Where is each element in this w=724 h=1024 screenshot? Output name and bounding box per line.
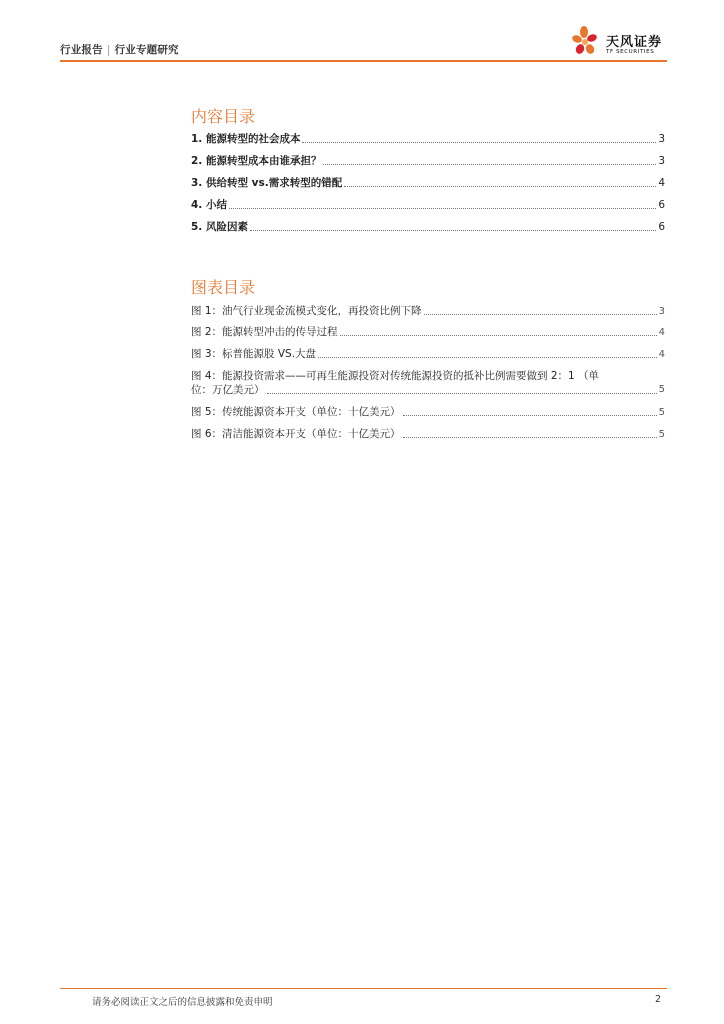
figure-item-page: 5 — [658, 384, 665, 395]
footer-disclaimer: 请务必阅读正文之后的信息披露和免责申明 — [92, 997, 273, 1008]
toc-title: 内容目录 — [191, 107, 256, 126]
figure-list-item[interactable] — [191, 305, 665, 318]
page-number: 2 — [655, 994, 662, 1005]
toc-item-label: 1. 能源转型的社会成本 — [191, 133, 301, 145]
toc-item-page: 3 — [658, 155, 665, 167]
logo-flower-icon — [570, 25, 604, 61]
figure-item-page: 4 — [658, 349, 665, 360]
figure-item-label: 图 5：传统能源资本开支（单位：十亿美元） — [191, 406, 401, 418]
toc-item-label: 5. 风险因素 — [191, 221, 248, 233]
figure-leader-dots — [403, 436, 657, 438]
toc-item-page: 6 — [658, 221, 665, 233]
footer-divider — [60, 988, 667, 989]
figure-item-page: 5 — [658, 429, 665, 440]
figures-title: 图表目录 — [191, 278, 256, 297]
report-category: 行业报告 — [60, 44, 103, 56]
figure-list-item[interactable] — [191, 348, 665, 361]
report-subcategory: 行业专题研究 — [114, 44, 179, 56]
figure-item-page: 5 — [658, 407, 665, 418]
figure-leader-dots — [340, 334, 657, 336]
report-type-header — [60, 42, 179, 57]
toc-leader-dots — [229, 207, 656, 209]
figure-item-page: 3 — [658, 306, 665, 317]
toc-leader-dots — [302, 141, 656, 143]
toc-item-label: 3. 供给转型 vs.需求转型的错配 — [191, 177, 343, 189]
toc-item[interactable] — [191, 199, 665, 212]
figure-leader-dots — [403, 414, 657, 416]
figure-list-item[interactable] — [191, 428, 665, 441]
figure-item-label: 图 3：标普能源股 VS.大盘 — [191, 348, 317, 360]
figure-item-label: 图 1：油气行业现金流模式变化，再投资比例下降 — [191, 305, 422, 317]
figure-list-item[interactable] — [191, 406, 665, 419]
figure-item-page: 4 — [658, 327, 665, 338]
figure-list-item[interactable] — [191, 326, 665, 339]
toc-item-page: 4 — [658, 177, 665, 189]
toc-leader-dots — [344, 185, 656, 187]
figure-leader-dots — [424, 313, 657, 315]
toc-item[interactable] — [191, 221, 665, 234]
figure-leader-dots — [267, 392, 657, 394]
toc-item-page: 6 — [658, 199, 665, 211]
company-logo — [570, 25, 680, 61]
toc-item[interactable] — [191, 133, 665, 146]
figure-leader-dots — [318, 356, 657, 358]
figure-item-label-line2: 位：万亿美元） — [191, 384, 265, 396]
logo-english-name: TF SECURITIES — [606, 49, 655, 55]
toc-item-label: 2. 能源转型成本由谁承担？ — [191, 155, 322, 167]
toc-item-page: 3 — [658, 133, 665, 145]
figure-list-item[interactable] — [191, 369, 665, 397]
header-separator: | — [106, 44, 111, 56]
toc-item[interactable] — [191, 177, 665, 190]
figure-item-label: 图 2：能源转型冲击的传导过程 — [191, 326, 338, 338]
toc-item-label: 4. 小结 — [191, 199, 227, 211]
toc-leader-dots — [323, 163, 656, 165]
toc-item[interactable] — [191, 155, 665, 168]
toc-leader-dots — [250, 229, 656, 231]
figure-item-label: 图 6：清洁能源资本开支（单位：十亿美元） — [191, 428, 401, 440]
figure-item-label-line1: 图 4：能源投资需求——可再生能源投资对传统能源投资的抵补比例需要做到 2：1 （单 — [191, 370, 600, 382]
logo-chinese-name: 天风证券 — [606, 35, 663, 50]
